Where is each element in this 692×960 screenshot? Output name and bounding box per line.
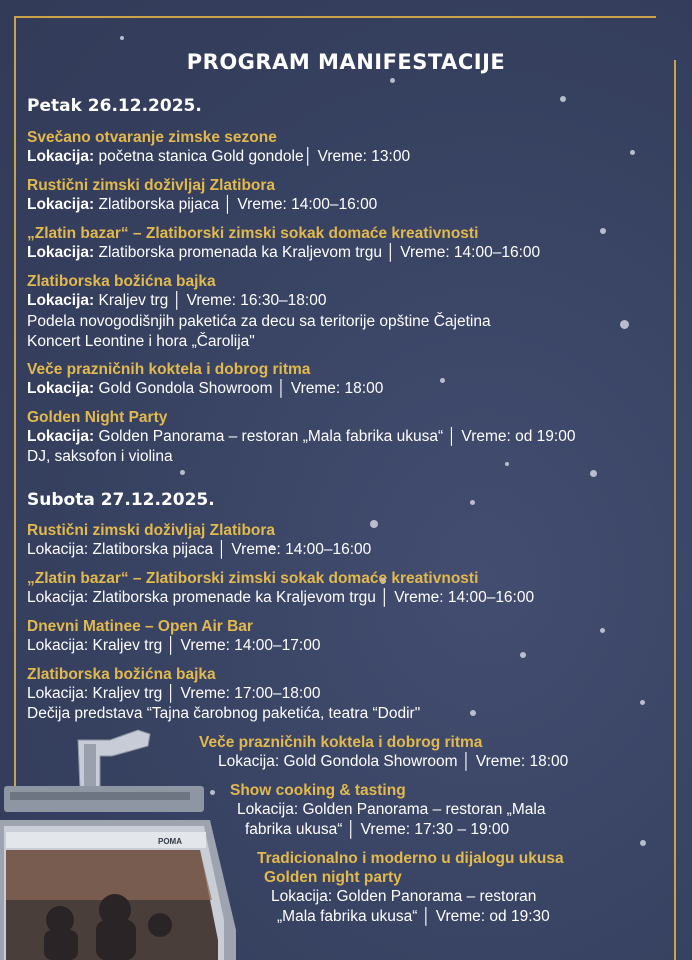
event-location-line: Lokacija: Zlatiborska pijaca │ Vreme: 14:00–16:00 bbox=[27, 541, 372, 558]
event-description: Koncert Leontine i hora „Čarolija" bbox=[27, 333, 255, 350]
event-title: „Zlatin bazar“ – Zlatiborski zimski sokak domaće kreativnosti bbox=[27, 570, 479, 587]
snowflake bbox=[620, 320, 629, 329]
event-title: Dnevni Matinee – Open Air Bar bbox=[27, 618, 253, 635]
day-heading-saturday: Subota 27.12.2025. bbox=[27, 490, 215, 510]
gondola-roof bbox=[4, 786, 204, 812]
event-title: Show cooking & tasting bbox=[230, 782, 406, 799]
event-title: Rustični zimski doživljaj Zlatibora bbox=[27, 177, 276, 194]
event-title: Veče prazničnih koktela i dobrog ritma bbox=[27, 361, 311, 378]
snowflake bbox=[470, 710, 476, 716]
snowflake bbox=[600, 228, 606, 234]
event-location-line bbox=[27, 148, 410, 166]
event-location-line bbox=[27, 196, 377, 214]
event-title: Rustični zimski doživljaj Zlatibora bbox=[27, 522, 276, 539]
event-title: Zlatiborska božićna bajka bbox=[27, 273, 216, 290]
event-location-line: Lokacija: Zlatiborska promenade ka Kraljevom trgu │ Vreme: 14:00–16:00 bbox=[27, 589, 535, 606]
event-location-line: Lokacija: Gold Gondola Showroom │ Vreme: 18:00 bbox=[218, 753, 569, 770]
event-location-line bbox=[27, 244, 540, 262]
snowflake bbox=[600, 628, 605, 633]
snowflake bbox=[630, 150, 635, 155]
location-label: Lokacija: bbox=[27, 148, 95, 165]
day-heading-friday: Petak 26.12.2025. bbox=[27, 96, 202, 116]
gondola-window bbox=[6, 850, 218, 960]
location-time: Zlatiborska pijaca │ Vreme: 14:00–16:00 bbox=[94, 196, 378, 213]
snowflake bbox=[470, 500, 475, 505]
location-time: Kraljev trg │ Vreme: 16:30–18:00 bbox=[94, 292, 327, 309]
event-title: Veče prazničnih koktela i dobrog ritma bbox=[199, 734, 483, 751]
snowflake bbox=[180, 470, 185, 475]
snowflake bbox=[505, 462, 509, 466]
gondola-cabin-illustration bbox=[0, 720, 250, 960]
event-location-line bbox=[27, 292, 326, 310]
location-time: Golden Panorama – restoran „Mala fabrika ukusa“ │ Vreme: od 19:00 bbox=[94, 428, 576, 445]
event-location-line bbox=[27, 380, 383, 398]
snowflake bbox=[120, 36, 124, 40]
location-label: Lokacija: bbox=[27, 292, 95, 309]
event-description: Podela novogodišnjih paketića za decu sa teritorije opštine Čajetina bbox=[27, 313, 491, 330]
snowflake bbox=[390, 78, 395, 83]
event-description: Dečija predstava “Tajna čarobnog paketića, teatra “Dodir" bbox=[27, 705, 421, 722]
snowflake bbox=[640, 840, 646, 846]
event-title: Zlatiborska božićna bajka bbox=[27, 666, 216, 683]
snowflake bbox=[520, 652, 526, 658]
gondola-brand-logo: POMA bbox=[158, 837, 182, 846]
frame-left-line bbox=[14, 16, 16, 796]
event-title: Tradicionalno i moderno u dijalogu ukusa bbox=[257, 850, 564, 867]
event-description: DJ, saksofon i violina bbox=[27, 448, 173, 465]
frame-top-line bbox=[14, 16, 656, 18]
location-label: Lokacija: bbox=[27, 244, 95, 261]
event-location-line: Lokacija: Kraljev trg │ Vreme: 17:00–18:00 bbox=[27, 685, 321, 702]
event-location-line bbox=[27, 428, 575, 446]
location-time: Zlatiborska promenada ka Kraljevom trgu │ Vreme: 14:00–16:00 bbox=[94, 244, 541, 261]
snowflake bbox=[590, 470, 597, 477]
event-title: Golden Night Party bbox=[27, 409, 168, 426]
snowflake bbox=[640, 700, 645, 705]
event-location-line: fabrika ukusa“ │ Vreme: 17:30 – 19:00 bbox=[245, 821, 510, 838]
snowflake bbox=[440, 378, 445, 383]
event-location-line: Lokacija: Kraljev trg │ Vreme: 14:00–17:00 bbox=[27, 637, 321, 654]
gondola-hanger bbox=[78, 730, 150, 790]
location-time: Gold Gondola Showroom │ Vreme: 18:00 bbox=[94, 380, 384, 397]
event-title: Svečano otvaranje zimske sezone bbox=[27, 129, 277, 146]
location-label: Lokacija: bbox=[27, 428, 95, 445]
event-title: Golden night party bbox=[264, 869, 402, 886]
event-title: „Zlatin bazar“ – Zlatiborski zimski sokak domaće kreativnosti bbox=[27, 225, 479, 242]
location-time: početna stanica Gold gondole│ Vreme: 13:00 bbox=[94, 148, 411, 165]
snowflake bbox=[370, 520, 378, 528]
event-location-line: Lokacija: Golden Panorama – restoran „Mala bbox=[237, 801, 546, 818]
page-title: PROGRAM MANIFESTACIJE bbox=[186, 50, 506, 74]
snowflake bbox=[560, 96, 566, 102]
location-label: Lokacija: bbox=[27, 380, 95, 397]
frame-right-line bbox=[674, 60, 676, 960]
location-label: Lokacija: bbox=[27, 196, 95, 213]
event-location-line: „Mala fabrika ukusa“ │ Vreme: od 19:30 bbox=[277, 908, 550, 925]
event-location-line: Lokacija: Golden Panorama – restoran bbox=[271, 888, 537, 905]
